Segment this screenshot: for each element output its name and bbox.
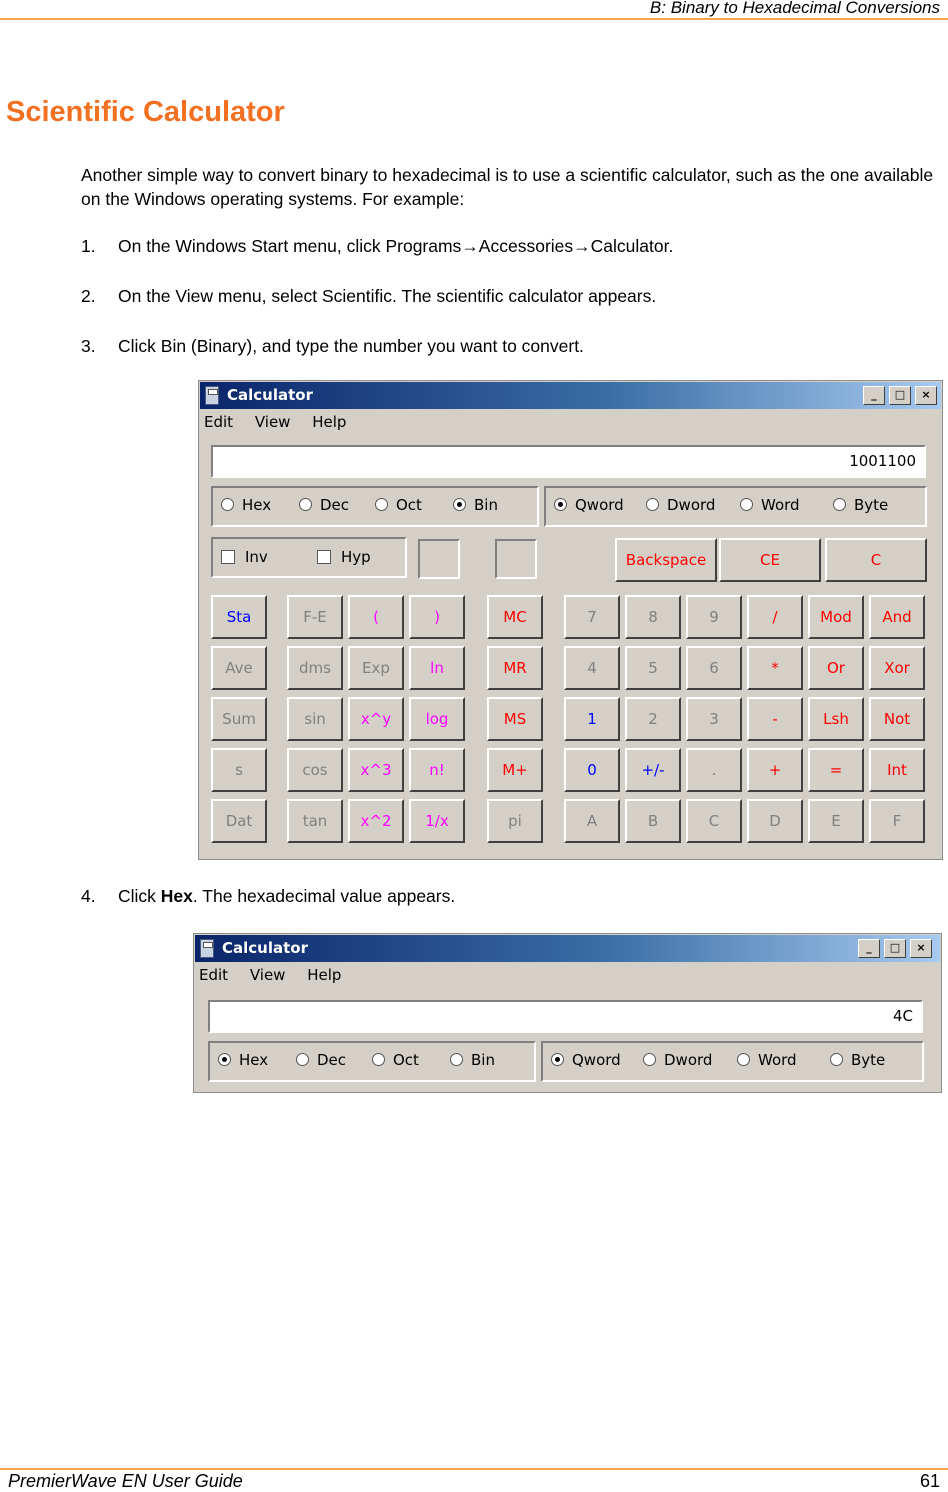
dms-button[interactable]: dms — [287, 646, 343, 690]
tan-button[interactable]: tan — [287, 799, 343, 843]
hex-a-button[interactable]: A — [564, 799, 620, 843]
digit-6-button[interactable]: 6 — [686, 646, 742, 690]
radio-word-indicator — [737, 1053, 750, 1066]
close-button[interactable]: × — [915, 386, 937, 405]
ave-button[interactable]: Ave — [211, 646, 267, 690]
x-cubed-button[interactable]: x^3 — [348, 748, 404, 792]
intro-paragraph: Another simple way to convert binary to hexadecimal is to use a scientific calculator, such as the one available on the Windows operating systems. For example: — [81, 165, 934, 209]
checkbox-inv-box — [221, 550, 235, 564]
mod-button[interactable]: Mod — [808, 595, 864, 639]
radio-dword[interactable]: Dword — [646, 496, 715, 514]
sta-button[interactable]: Sta — [211, 595, 267, 639]
calculator-window-binary — [198, 380, 943, 860]
radio-byte[interactable]: Byte — [830, 1051, 885, 1069]
calculator-icon — [205, 386, 219, 405]
radio-dec-indicator — [296, 1053, 309, 1066]
sin-button[interactable]: sin — [287, 697, 343, 741]
page-footer — [0, 1468, 948, 1491]
radio-word[interactable]: Word — [740, 496, 800, 514]
mc-button[interactable]: MC — [487, 595, 543, 639]
multiply-button[interactable]: * — [747, 646, 803, 690]
step-3: 3. Click Bin (Binary), and type the number you want to convert. — [81, 336, 584, 356]
exp-button[interactable]: Exp — [348, 646, 404, 690]
log-button[interactable]: log — [409, 697, 465, 741]
menu-view[interactable]: View — [254, 413, 291, 431]
step-1: 1. On the Windows Start menu, click Programs→Accessories→Calculator. — [81, 236, 674, 256]
or-button[interactable]: Or — [808, 646, 864, 690]
radio-bin[interactable]: Bin — [450, 1051, 495, 1069]
ms-button[interactable]: MS — [487, 697, 543, 741]
int-button[interactable]: Int — [869, 748, 925, 792]
radio-dword[interactable]: Dword — [643, 1051, 712, 1069]
radio-word[interactable]: Word — [737, 1051, 797, 1069]
radio-dword-indicator — [646, 498, 659, 511]
x-pow-y-button[interactable]: x^y — [348, 697, 404, 741]
number-base-group — [211, 486, 539, 527]
subtract-button[interactable]: - — [747, 697, 803, 741]
maximize-button[interactable]: □ — [889, 386, 911, 405]
backspace-button[interactable]: Backspace — [615, 538, 717, 582]
checkbox-hyp[interactable]: Hyp — [317, 548, 371, 566]
lsh-button[interactable]: Lsh — [808, 697, 864, 741]
radio-dec[interactable]: Dec — [296, 1051, 346, 1069]
minimize-button[interactable]: _ — [863, 386, 885, 405]
digit-5-button[interactable]: 5 — [625, 646, 681, 690]
radio-hex[interactable]: Hex — [218, 1051, 268, 1069]
footer-guide-title: PremierWave EN User Guide — [8, 1471, 243, 1491]
digit-2-button[interactable]: 2 — [625, 697, 681, 741]
hex-d-button[interactable]: D — [747, 799, 803, 843]
digit-7-button[interactable]: 7 — [564, 595, 620, 639]
reciprocal-button[interactable]: 1/x — [409, 799, 465, 843]
window-title: Calculator — [222, 939, 308, 957]
radio-byte[interactable]: Byte — [833, 496, 888, 514]
hex-b-button[interactable]: B — [625, 799, 681, 843]
number-base-group — [208, 1041, 536, 1082]
calculator-display: 1001100 — [211, 445, 926, 478]
cos-button[interactable]: cos — [287, 748, 343, 792]
calculator-window-hex — [193, 933, 942, 1093]
open-paren-button[interactable]: ( — [348, 595, 404, 639]
menu-help[interactable]: Help — [307, 966, 342, 984]
digit-0-button[interactable]: 0 — [564, 748, 620, 792]
inv-hyp-group — [211, 537, 407, 578]
checkbox-inv[interactable]: Inv — [221, 548, 268, 566]
radio-qword-indicator — [554, 498, 567, 511]
fe-button[interactable]: F-E — [287, 595, 343, 639]
radio-oct[interactable]: Oct — [375, 496, 422, 514]
menu-edit[interactable]: Edit — [204, 413, 234, 431]
parenthesis-indicator — [418, 539, 460, 579]
radio-word-indicator — [740, 498, 753, 511]
memory-indicator — [495, 539, 537, 579]
radio-bin-indicator — [453, 498, 466, 511]
radio-qword[interactable]: Qword — [551, 1051, 621, 1069]
dat-button[interactable]: Dat — [211, 799, 267, 843]
menu-edit[interactable]: Edit — [199, 966, 229, 984]
header-title: B: Binary to Hexadecimal Conversions — [649, 0, 940, 17]
close-paren-button[interactable]: ) — [409, 595, 465, 639]
section-title: Scientific Calculator — [6, 96, 285, 128]
m-plus-button[interactable]: M+ — [487, 748, 543, 792]
radio-qword-indicator — [551, 1053, 564, 1066]
radio-oct[interactable]: Oct — [372, 1051, 419, 1069]
mr-button[interactable]: MR — [487, 646, 543, 690]
x-squared-button[interactable]: x^2 — [348, 799, 404, 843]
s-button[interactable]: s — [211, 748, 267, 792]
and-button[interactable]: And — [869, 595, 925, 639]
word-size-group — [544, 486, 927, 527]
close-button[interactable]: × — [910, 939, 932, 958]
radio-dec-indicator — [299, 498, 312, 511]
factorial-button[interactable]: n! — [409, 748, 465, 792]
step-2: 2. On the View menu, select Scientific. The scientific calculator appears. — [81, 286, 657, 306]
menu-view[interactable]: View — [249, 966, 286, 984]
radio-hex-indicator — [221, 498, 234, 511]
radio-hex-indicator — [218, 1053, 231, 1066]
digit-4-button[interactable]: 4 — [564, 646, 620, 690]
title-bar — [195, 935, 940, 962]
radio-byte-indicator — [830, 1053, 843, 1066]
sign-toggle-button[interactable]: +/- — [625, 748, 681, 792]
divide-button[interactable]: / — [747, 595, 803, 639]
pi-button[interactable]: pi — [487, 799, 543, 843]
add-button[interactable]: + — [747, 748, 803, 792]
menu-bar — [204, 413, 363, 431]
hex-e-button[interactable]: E — [808, 799, 864, 843]
menu-bar — [199, 966, 358, 984]
page-header — [0, 0, 948, 20]
title-bar — [200, 382, 941, 409]
equals-button[interactable]: = — [808, 748, 864, 792]
clear-button[interactable]: C — [825, 538, 927, 582]
menu-help[interactable]: Help — [312, 413, 347, 431]
hex-c-button[interactable]: C — [686, 799, 742, 843]
radio-bin-indicator — [450, 1053, 463, 1066]
window-title: Calculator — [227, 386, 313, 404]
ln-button[interactable]: ln — [409, 646, 465, 690]
maximize-button[interactable]: □ — [884, 939, 906, 958]
ce-button[interactable]: CE — [719, 538, 821, 582]
not-button[interactable]: Not — [869, 697, 925, 741]
sum-button[interactable]: Sum — [211, 697, 267, 741]
decimal-button[interactable]: . — [686, 748, 742, 792]
checkbox-hyp-box — [317, 550, 331, 564]
hex-f-button[interactable]: F — [869, 799, 925, 843]
radio-oct-indicator — [372, 1053, 385, 1066]
calculator-icon — [200, 939, 214, 958]
xor-button[interactable]: Xor — [869, 646, 925, 690]
radio-dword-indicator — [643, 1053, 656, 1066]
radio-bin[interactable]: Bin — [453, 496, 498, 514]
calculator-display: 4C — [208, 1000, 923, 1033]
digit-1-button[interactable]: 1 — [564, 697, 620, 741]
digit-3-button[interactable]: 3 — [686, 697, 742, 741]
page-number: 61 — [919, 1471, 940, 1491]
digit-9-button[interactable]: 9 — [686, 595, 742, 639]
minimize-button[interactable]: _ — [858, 939, 880, 958]
radio-hex[interactable]: Hex — [221, 496, 271, 514]
step-4: 4. Click Hex. The hexadecimal value appears. — [81, 886, 456, 906]
word-size-group — [541, 1041, 924, 1082]
digit-8-button[interactable]: 8 — [625, 595, 681, 639]
radio-qword[interactable]: Qword — [554, 496, 624, 514]
radio-dec[interactable]: Dec — [299, 496, 349, 514]
radio-byte-indicator — [833, 498, 846, 511]
radio-oct-indicator — [375, 498, 388, 511]
